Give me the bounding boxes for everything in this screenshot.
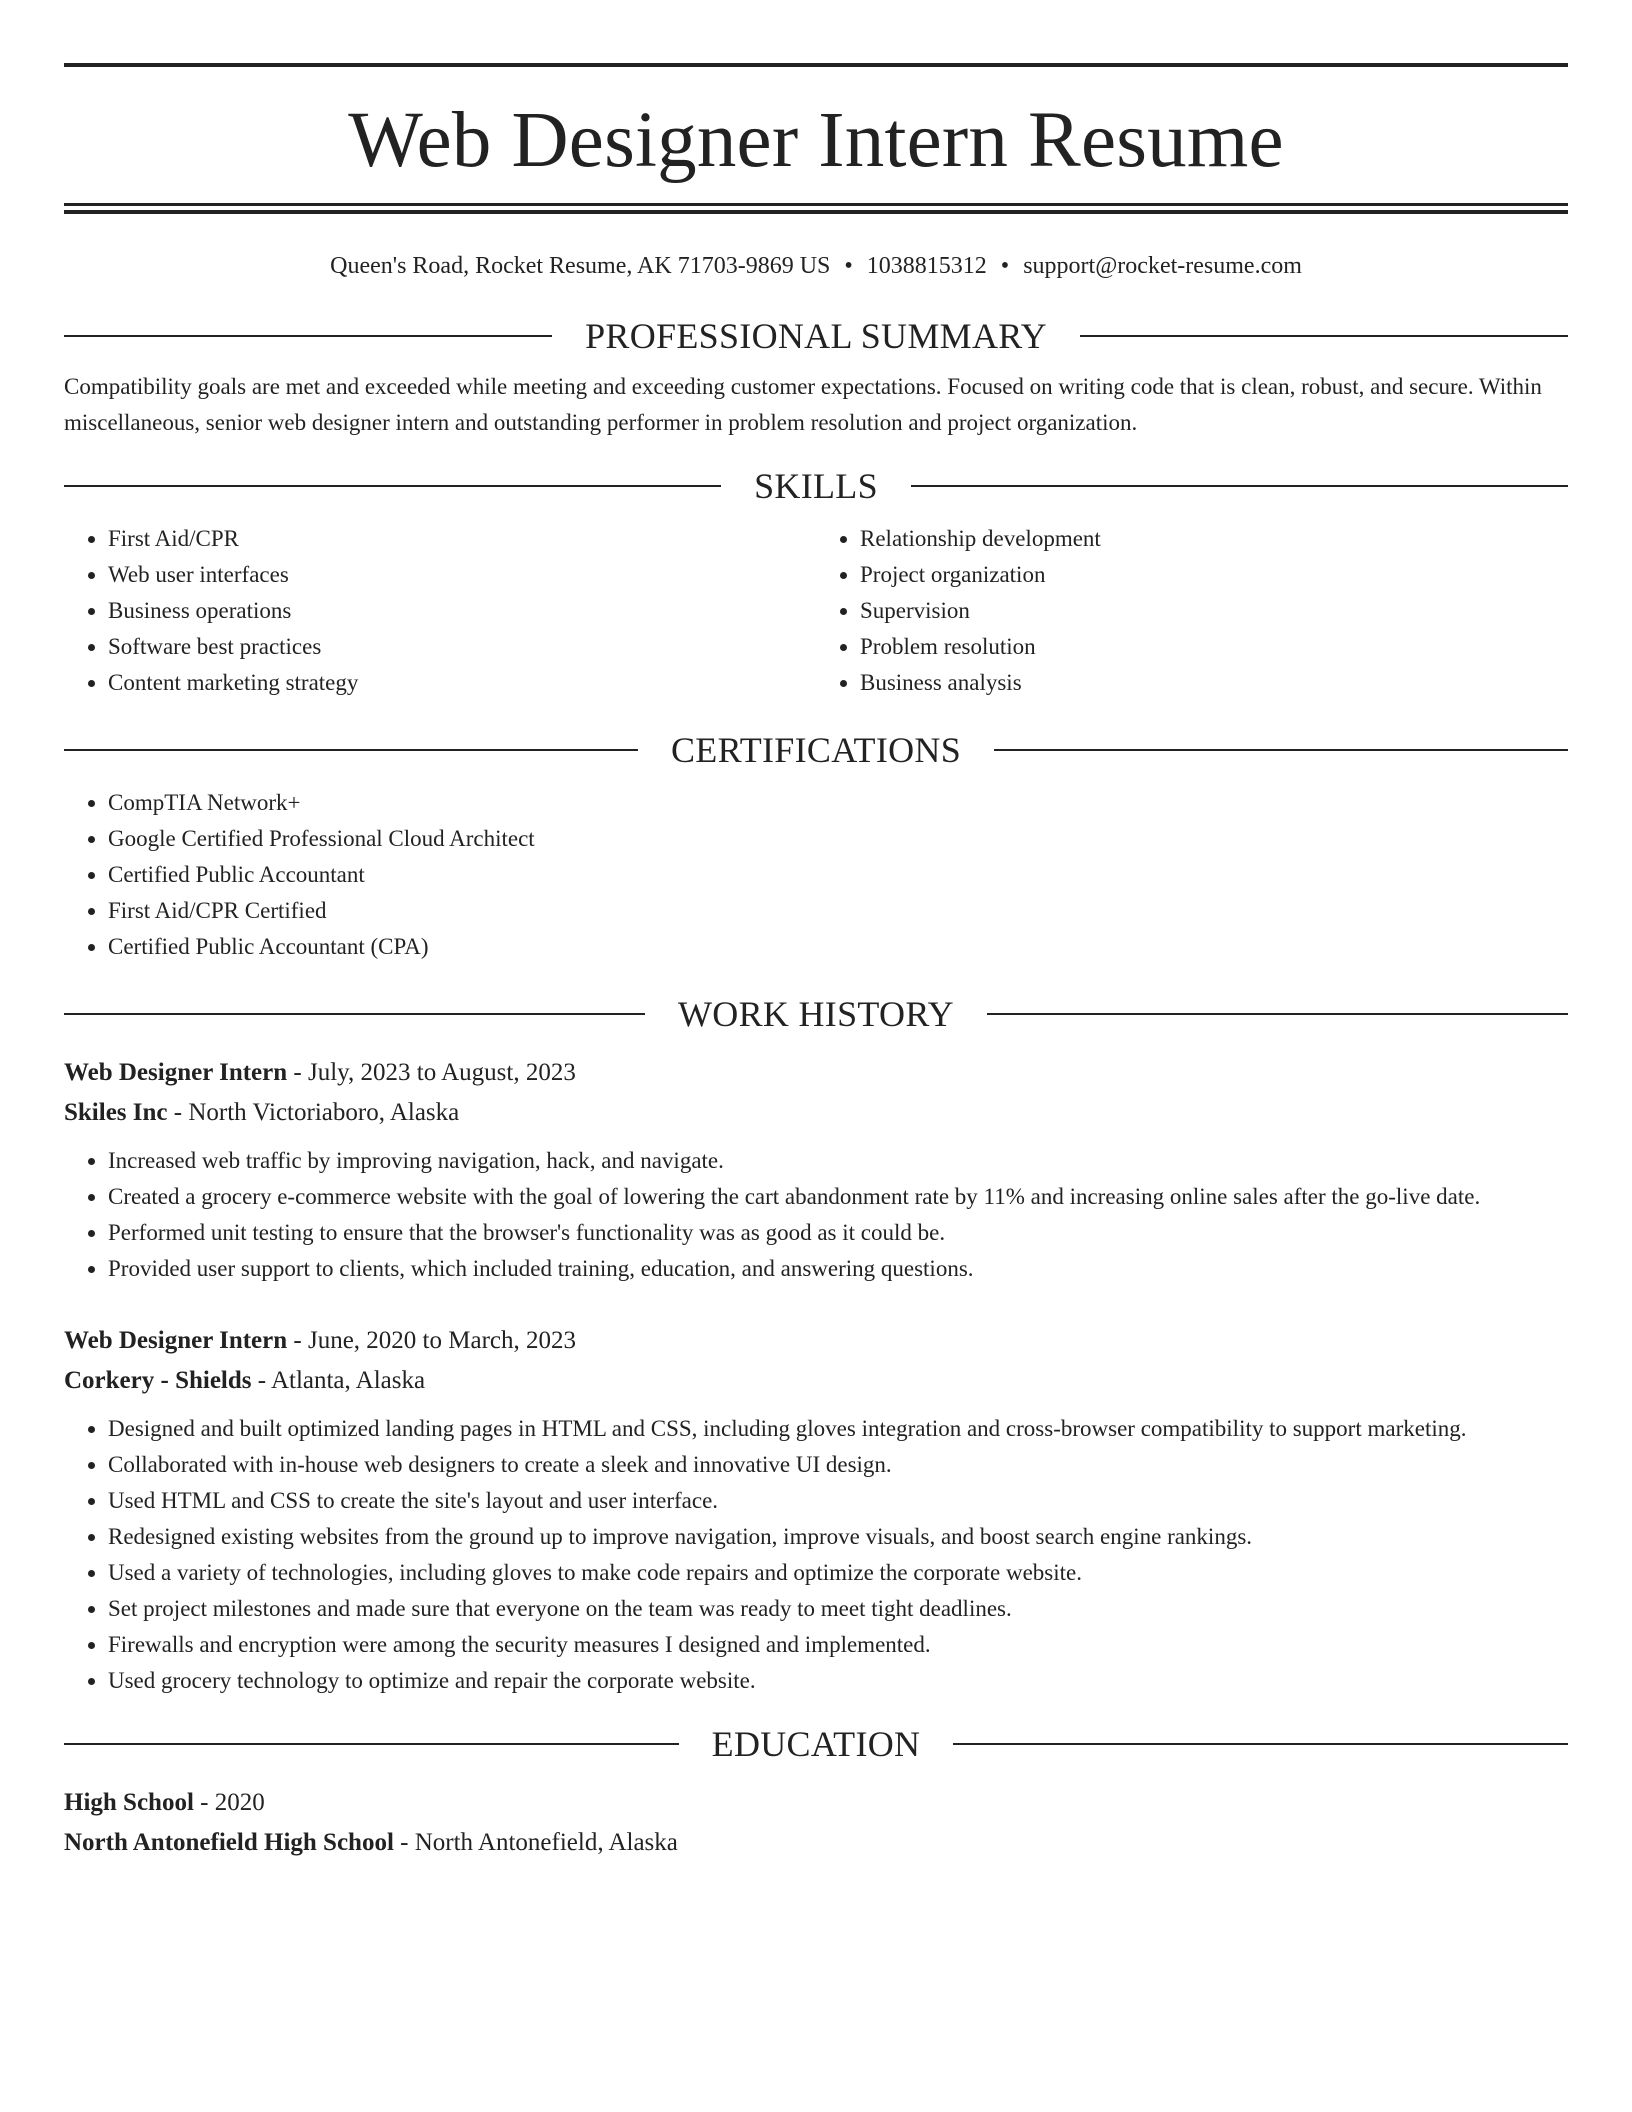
job-company: Skiles Inc bbox=[64, 1099, 168, 1126]
list-item: • Provided user support to clients, which included training, education, and answering questions. bbox=[108, 1251, 1568, 1287]
list-item: • Firewalls and encryption were among the security measures I designed and implemented. bbox=[108, 1627, 1568, 1663]
job-entry bbox=[64, 1321, 1568, 1699]
job-company: Corkery - Shields bbox=[64, 1367, 252, 1394]
list-item: • Increased web traffic by improving navigation, hack, and navigate. bbox=[108, 1143, 1568, 1179]
heading-rule bbox=[994, 749, 1568, 751]
summary-text: Compatibility goals are met and exceeded while meeting and exceeding customer expectations. Focused on writing code that is clean, robust, and secure. Within miscellaneous, senior web designer intern and outstanding performer in problem resolution and project organization. bbox=[64, 374, 1542, 435]
heading-rule bbox=[953, 1743, 1568, 1745]
section-heading-certifications bbox=[64, 725, 1568, 775]
job-title: Web Designer Intern bbox=[64, 1327, 288, 1354]
page-title: Web Designer Intern Resume bbox=[348, 97, 1284, 184]
section-heading-education bbox=[64, 1719, 1568, 1769]
section-heading-summary bbox=[64, 311, 1568, 361]
list-item: • Certified Public Accountant (CPA) bbox=[108, 929, 1568, 965]
list-item: • Redesigned existing websites from the ground up to improve navigation, improve visuals, and boost search engine rankings. bbox=[108, 1519, 1568, 1555]
list-item: • Used a variety of technologies, including gloves to make code repairs and optimize the corporate website. bbox=[108, 1555, 1568, 1591]
section-heading-skills bbox=[64, 461, 1568, 511]
list-item: • Set project milestones and made sure that everyone on the team was ready to meet tight deadlines. bbox=[108, 1591, 1568, 1627]
title-double-rule bbox=[64, 203, 1568, 214]
list-item: • First Aid/CPR bbox=[108, 521, 816, 557]
heading-rule bbox=[64, 1013, 645, 1015]
list-item: • Google Certified Professional Cloud Architect bbox=[108, 821, 1568, 857]
list-item: • Designed and built optimized landing pages in HTML and CSS, including gloves integration and cross-browser compatibility to support marketing. bbox=[108, 1411, 1568, 1447]
list-item: • Web user interfaces bbox=[108, 557, 816, 593]
heading-rule bbox=[911, 485, 1568, 487]
job-bullets bbox=[64, 1143, 1568, 1287]
section-title: EDUCATION bbox=[711, 1724, 921, 1764]
list-item: • Software best practices bbox=[108, 629, 816, 665]
list-item: • Business analysis bbox=[860, 665, 1568, 701]
list-item: • Supervision bbox=[860, 593, 1568, 629]
list-item: • Collaborated with in-house web designers to create a sleek and innovative UI design. bbox=[108, 1447, 1568, 1483]
job-company-line bbox=[64, 1361, 1568, 1401]
contact-separator: • bbox=[844, 253, 853, 279]
job-dates: - June, 2020 to March, 2023 bbox=[287, 1327, 576, 1354]
heading-rule bbox=[1080, 335, 1568, 337]
section-title: SKILLS bbox=[754, 466, 878, 506]
section-title: CERTIFICATIONS bbox=[670, 730, 962, 770]
list-item: • Created a grocery e-commerce website with the goal of lowering the cart abandonment rate by 11% and increasing online sales after the go-live date. bbox=[108, 1179, 1568, 1215]
list-item: • Used grocery technology to optimize and repair the corporate website. bbox=[108, 1663, 1568, 1699]
list-item: • Certified Public Accountant bbox=[108, 857, 1568, 893]
education-school: North Antonefield High School bbox=[64, 1829, 394, 1856]
job-title: Web Designer Intern bbox=[64, 1059, 288, 1086]
education-year: - 2020 bbox=[193, 1789, 265, 1816]
section-heading-work bbox=[64, 989, 1568, 1039]
job-dates: - July, 2023 to August, 2023 bbox=[287, 1059, 576, 1086]
list-item: • Project organization bbox=[860, 557, 1568, 593]
job-bullets bbox=[64, 1411, 1568, 1699]
education-degree: High School bbox=[64, 1789, 194, 1816]
list-item: • Performed unit testing to ensure that the browser's functionality was as good as it could be. bbox=[108, 1215, 1568, 1251]
education-location: - North Antonefield, Alaska bbox=[393, 1829, 678, 1856]
list-item: • Used HTML and CSS to create the site's layout and user interface. bbox=[108, 1483, 1568, 1519]
contact-separator: • bbox=[1000, 253, 1010, 279]
heading-rule bbox=[64, 335, 552, 337]
job-location: - North Victoriaboro, Alaska bbox=[167, 1099, 460, 1126]
job-company-line bbox=[64, 1093, 1568, 1133]
education-degree-line bbox=[64, 1783, 1568, 1823]
contact-address: Queen's Road, Rocket Resume, AK 71703-9869 US bbox=[330, 253, 831, 279]
job-title-line bbox=[64, 1053, 1568, 1093]
list-item: • Relationship development bbox=[860, 521, 1568, 557]
section-title: WORK HISTORY bbox=[678, 994, 954, 1034]
top-rule bbox=[64, 63, 1568, 67]
contact-email: support@rocket-resume.com bbox=[1023, 253, 1302, 279]
contact-phone: 1038815312 bbox=[866, 253, 987, 279]
section-title: PROFESSIONAL SUMMARY bbox=[585, 316, 1047, 356]
heading-rule bbox=[64, 485, 721, 487]
list-item: • Business operations bbox=[108, 593, 816, 629]
contact-line bbox=[64, 251, 1568, 281]
list-item: • Problem resolution bbox=[860, 629, 1568, 665]
heading-rule bbox=[64, 1743, 679, 1745]
skills-columns bbox=[64, 511, 1568, 701]
education-entry bbox=[64, 1783, 1568, 1863]
heading-rule bbox=[987, 1013, 1568, 1015]
list-item: • Content marketing strategy bbox=[108, 665, 816, 701]
skills-list-left bbox=[64, 521, 816, 701]
education-school-line bbox=[64, 1823, 1568, 1863]
list-item: • CompTIA Network+ bbox=[108, 785, 1568, 821]
job-title-line bbox=[64, 1321, 1568, 1361]
certifications-list bbox=[64, 785, 1568, 965]
list-item: • First Aid/CPR Certified bbox=[108, 893, 1568, 929]
job-entry bbox=[64, 1053, 1568, 1287]
job-location: - Atlanta, Alaska bbox=[251, 1367, 426, 1394]
heading-rule bbox=[64, 749, 638, 751]
skills-list-right bbox=[816, 521, 1568, 701]
